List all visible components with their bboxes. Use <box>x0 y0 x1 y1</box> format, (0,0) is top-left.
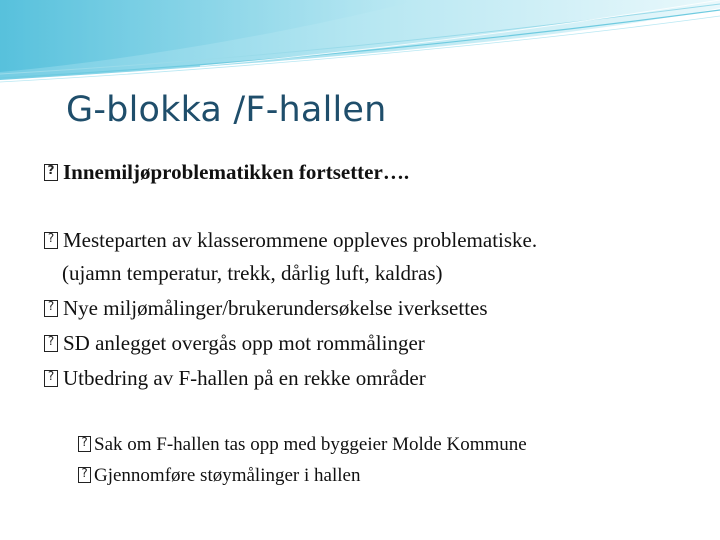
sub-bullet-item <box>78 465 360 487</box>
headline-text: Innemiljøproblematikken fortsetter…. <box>63 160 410 184</box>
bullet-continuation: (ujamn temperatur, trekk, dårlig luft, kaldras) <box>62 261 443 285</box>
bullet-text: Utbedring av F-hallen på en rekke områder <box>63 366 426 390</box>
bullet-icon <box>78 467 91 483</box>
page-title: G-blokka /F-hallen <box>66 90 387 130</box>
headline-item <box>44 160 409 185</box>
bullet-item <box>44 366 426 391</box>
bullet-icon <box>44 370 58 387</box>
sub-bullet-text: Gjennomføre støymålinger i hallen <box>94 465 361 486</box>
bullet-text: Nye miljømålinger/brukerundersøkelse iverksettes <box>63 296 488 320</box>
bullet-text: Mesteparten av klasserommene oppleves problematiske. <box>63 228 538 252</box>
bullet-icon <box>78 436 91 452</box>
sub-bullet-text: Sak om F-hallen tas opp med byggeier Molde Kommune <box>94 434 527 455</box>
bullet-icon <box>44 164 58 181</box>
bullet-icon <box>44 335 58 352</box>
header-wave-decoration <box>0 0 720 90</box>
bullet-item <box>44 331 425 356</box>
bullet-icon <box>44 300 58 317</box>
bullet-item <box>44 296 488 321</box>
bullet-item <box>44 228 537 253</box>
sub-bullet-item <box>78 434 527 456</box>
bullet-icon <box>44 232 58 249</box>
bullet-text: SD anlegget overgås opp mot rommålinger <box>63 331 425 355</box>
